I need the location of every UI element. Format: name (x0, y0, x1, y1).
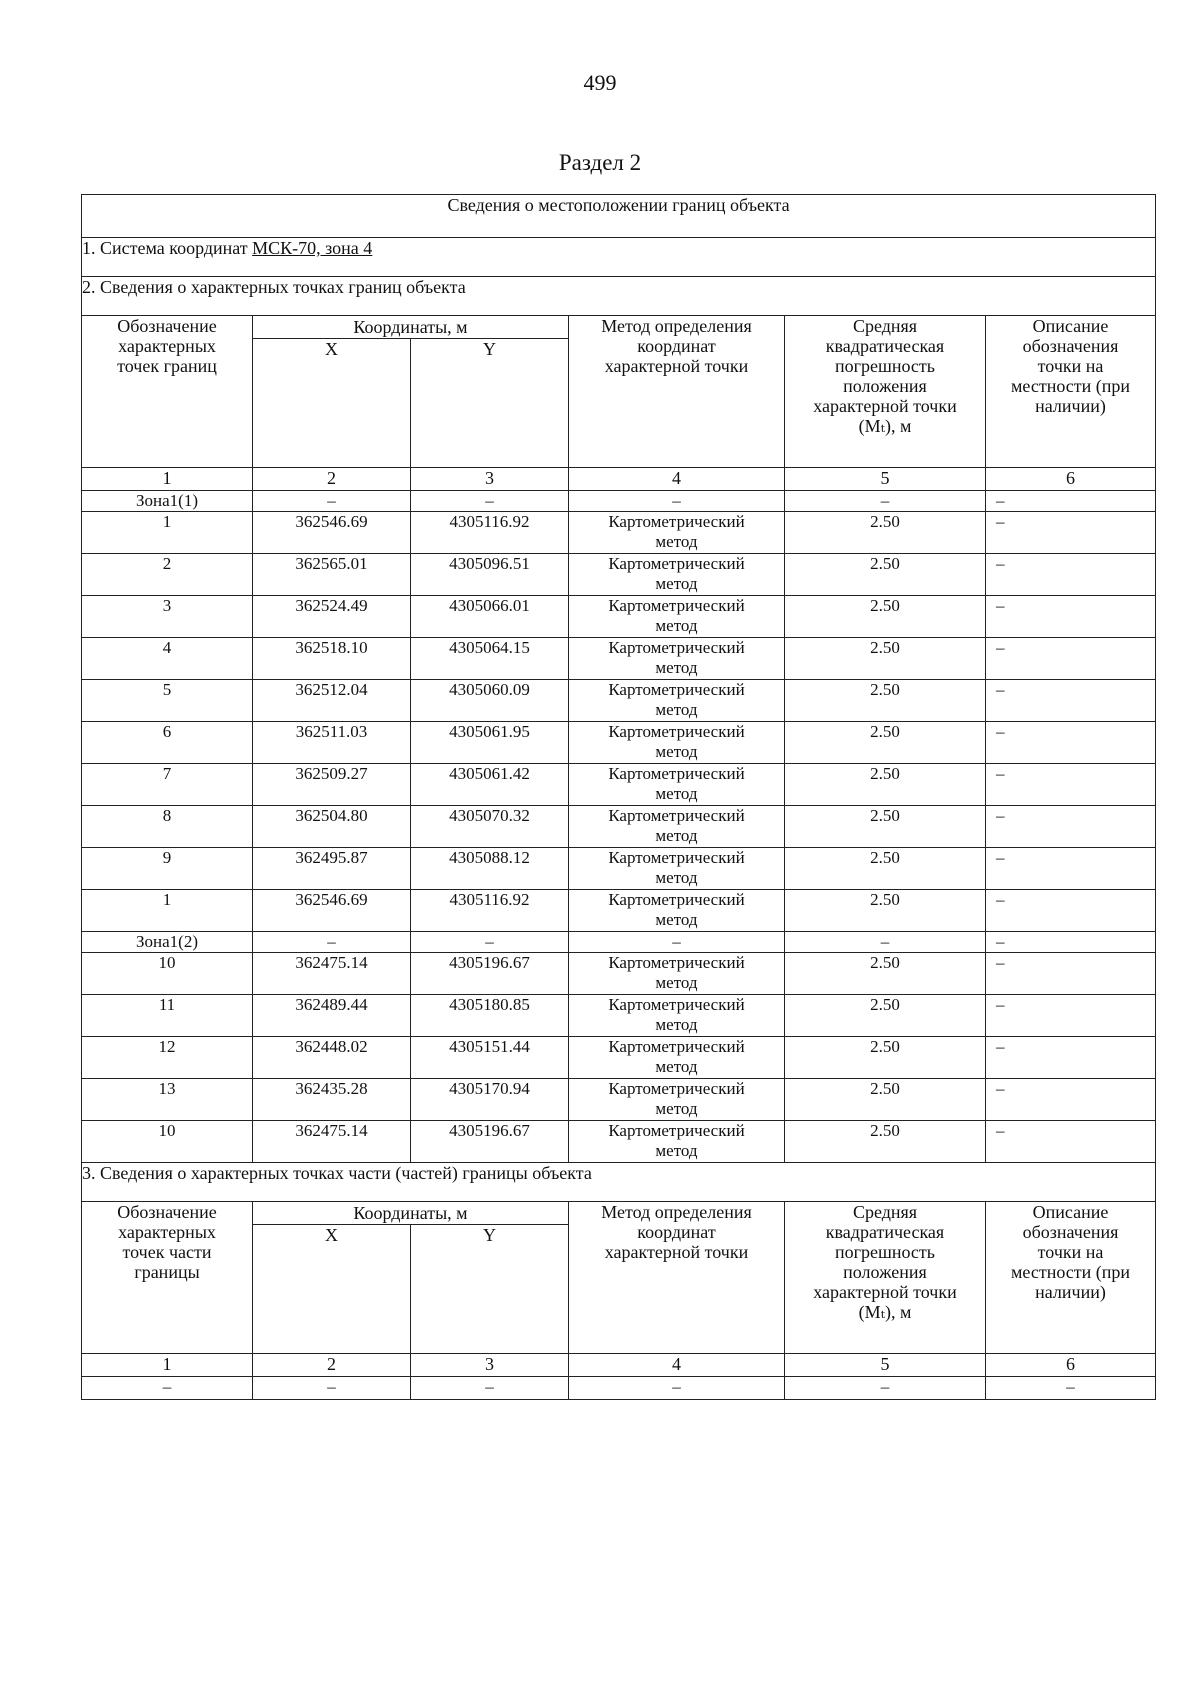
table-row (82, 953, 1156, 995)
empty-row: – – – – – – (82, 1377, 1156, 1400)
coord-x: 362518.10 (253, 638, 411, 680)
table-row (82, 848, 1156, 890)
column-numbers-row-2 (82, 1354, 1156, 1377)
coord-x: 362509.27 (253, 764, 411, 806)
coord-y: 4305116.92 (411, 512, 569, 554)
column-number: 6 (986, 1354, 1156, 1377)
method: Картометрический метод (569, 1079, 785, 1121)
coordinate-system-row (82, 238, 1156, 277)
header2-method: Метод определения координат характерной точки (569, 1202, 785, 1354)
coord-x: 362495.87 (253, 848, 411, 890)
header2-error: Средняя квадратическая погрешность положения характерной точки (Mₜ), м (785, 1202, 986, 1354)
error-value: 2.50 (785, 1037, 986, 1079)
method: Картометрический метод (569, 953, 785, 995)
header-row-2 (82, 1202, 1156, 1225)
error-value: 2.50 (785, 512, 986, 554)
table-row (82, 1079, 1156, 1121)
table-title-row (82, 195, 1156, 238)
section-3-heading-row (82, 1163, 1156, 1202)
table-title: Сведения о местоположении границ объекта (82, 195, 1156, 238)
description: – (986, 953, 1156, 995)
coord-x: 362504.80 (253, 806, 411, 848)
table-row (82, 512, 1156, 554)
table-row (82, 638, 1156, 680)
method: Картометрический метод (569, 1037, 785, 1079)
description: – (986, 680, 1156, 722)
header-point-designation: Обозначение характерных точек границ (82, 316, 253, 468)
point-number: 10 (82, 1121, 253, 1163)
method: Картометрический метод (569, 806, 785, 848)
method: Картометрический метод (569, 596, 785, 638)
header-method: Метод определения координат характерной точки (569, 316, 785, 468)
coord-y: 4305061.95 (411, 722, 569, 764)
method: Картометрический метод (569, 638, 785, 680)
coordinate-system-label: 1. Система координат (82, 238, 253, 258)
column-number: 2 (253, 468, 411, 491)
method: Картометрический метод (569, 554, 785, 596)
coord-x: 362546.69 (253, 890, 411, 932)
header2-description: Описание обозначения точки на местности (при наличии) (986, 1202, 1156, 1354)
coord-x: 362546.69 (253, 512, 411, 554)
coord-x: 362435.28 (253, 1079, 411, 1121)
point-number: 5 (82, 680, 253, 722)
column-number: 1 (82, 1354, 253, 1377)
coord-x: 362524.49 (253, 596, 411, 638)
coord-y: 4305196.67 (411, 1121, 569, 1163)
coord-y: 4305180.85 (411, 995, 569, 1037)
header-x: X (253, 339, 411, 468)
boundary-table (81, 194, 1156, 1400)
description: – (986, 995, 1156, 1037)
table-row (82, 764, 1156, 806)
header2-x: X (253, 1225, 411, 1354)
section-2-heading: 2. Сведения о характерных точках границ объекта (82, 277, 1156, 316)
table-row (82, 1037, 1156, 1079)
error-value: 2.50 (785, 806, 986, 848)
point-number: 1 (82, 890, 253, 932)
coord-y: 4305116.92 (411, 890, 569, 932)
description: – (986, 512, 1156, 554)
description: – (986, 1079, 1156, 1121)
description: – (986, 554, 1156, 596)
page-number: 499 (583, 70, 617, 95)
error-value: 2.50 (785, 638, 986, 680)
point-number: 3 (82, 596, 253, 638)
point-number: 9 (82, 848, 253, 890)
error-value: 2.50 (785, 1079, 986, 1121)
error-value: 2.50 (785, 890, 986, 932)
method: Картометрический метод (569, 890, 785, 932)
section-2-heading-row (82, 277, 1156, 316)
table-row (82, 995, 1156, 1037)
column-number: 4 (569, 468, 785, 491)
method: Картометрический метод (569, 722, 785, 764)
description: – (986, 1121, 1156, 1163)
error-value: 2.50 (785, 995, 986, 1037)
coord-x: 362565.01 (253, 554, 411, 596)
table-row (82, 596, 1156, 638)
point-number: 1 (82, 512, 253, 554)
table-row (82, 722, 1156, 764)
column-numbers-row (82, 468, 1156, 491)
method: Картометрический метод (569, 995, 785, 1037)
coord-x: 362475.14 (253, 1121, 411, 1163)
error-value: 2.50 (785, 680, 986, 722)
error-value: 2.50 (785, 596, 986, 638)
description: – (986, 890, 1156, 932)
column-number: 2 (253, 1354, 411, 1377)
coord-y: 4305151.44 (411, 1037, 569, 1079)
point-number: 13 (82, 1079, 253, 1121)
header-description: Описание обозначения точки на местности (при наличии) (986, 316, 1156, 468)
coord-y: 4305061.42 (411, 764, 569, 806)
section-3-heading: 3. Сведения о характерных точках части (частей) границы объекта (82, 1163, 1156, 1202)
table-row (82, 1121, 1156, 1163)
point-number: 11 (82, 995, 253, 1037)
column-number: 3 (411, 1354, 569, 1377)
section-title: Раздел 2 (558, 150, 642, 175)
coord-y: 4305064.15 (411, 638, 569, 680)
point-number: 8 (82, 806, 253, 848)
column-number: 3 (411, 468, 569, 491)
method: Картометрический метод (569, 512, 785, 554)
header-row (82, 316, 1156, 339)
description: – (986, 722, 1156, 764)
table-row (82, 890, 1156, 932)
column-number: 5 (785, 468, 986, 491)
header2-y: Y (411, 1225, 569, 1354)
coord-y: 4305070.32 (411, 806, 569, 848)
point-number: 7 (82, 764, 253, 806)
column-number: 5 (785, 1354, 986, 1377)
point-number: 6 (82, 722, 253, 764)
coord-x: 362511.03 (253, 722, 411, 764)
error-value: 2.50 (785, 1121, 986, 1163)
zone-row: Зона1(2) – – – – – (82, 932, 1156, 953)
coord-y: 4305060.09 (411, 680, 569, 722)
method: Картометрический метод (569, 1121, 785, 1163)
description: – (986, 596, 1156, 638)
description: – (986, 848, 1156, 890)
table-row (82, 680, 1156, 722)
method: Картометрический метод (569, 848, 785, 890)
coord-y: 4305170.94 (411, 1079, 569, 1121)
coord-x: 362475.14 (253, 953, 411, 995)
coord-x: 362512.04 (253, 680, 411, 722)
description: – (986, 638, 1156, 680)
zone-name: Зона1(1) (82, 491, 253, 512)
coord-y: 4305096.51 (411, 554, 569, 596)
coord-y: 4305066.01 (411, 596, 569, 638)
header-error: Средняя квадратическая погрешность положения характерной точки (Mₜ), м (785, 316, 986, 468)
method: Картометрический метод (569, 764, 785, 806)
coordinate-system-value: МСК-70, зона 4 (252, 238, 373, 258)
error-value: 2.50 (785, 953, 986, 995)
error-value: 2.50 (785, 722, 986, 764)
point-number: 10 (82, 953, 253, 995)
point-number: 2 (82, 554, 253, 596)
coord-x: 362448.02 (253, 1037, 411, 1079)
zone-row: Зона1(1) – – – – – (82, 491, 1156, 512)
column-number: 6 (986, 468, 1156, 491)
point-number: 12 (82, 1037, 253, 1079)
point-number: 4 (82, 638, 253, 680)
header2-coordinates: Координаты, м (253, 1202, 569, 1225)
table-row (82, 554, 1156, 596)
header2-point-designation: Обозначение характерных точек части границы (82, 1202, 253, 1354)
error-value: 2.50 (785, 554, 986, 596)
coord-x: 362489.44 (253, 995, 411, 1037)
column-number: 4 (569, 1354, 785, 1377)
column-number: 1 (82, 468, 253, 491)
table-row (82, 806, 1156, 848)
error-value: 2.50 (785, 764, 986, 806)
error-value: 2.50 (785, 848, 986, 890)
description: – (986, 1037, 1156, 1079)
header-y: Y (411, 339, 569, 468)
zone-name: Зона1(2) (82, 932, 253, 953)
coord-y: 4305088.12 (411, 848, 569, 890)
description: – (986, 764, 1156, 806)
header-coordinates: Координаты, м (253, 316, 569, 339)
coord-y: 4305196.67 (411, 953, 569, 995)
method: Картометрический метод (569, 680, 785, 722)
description: – (986, 806, 1156, 848)
